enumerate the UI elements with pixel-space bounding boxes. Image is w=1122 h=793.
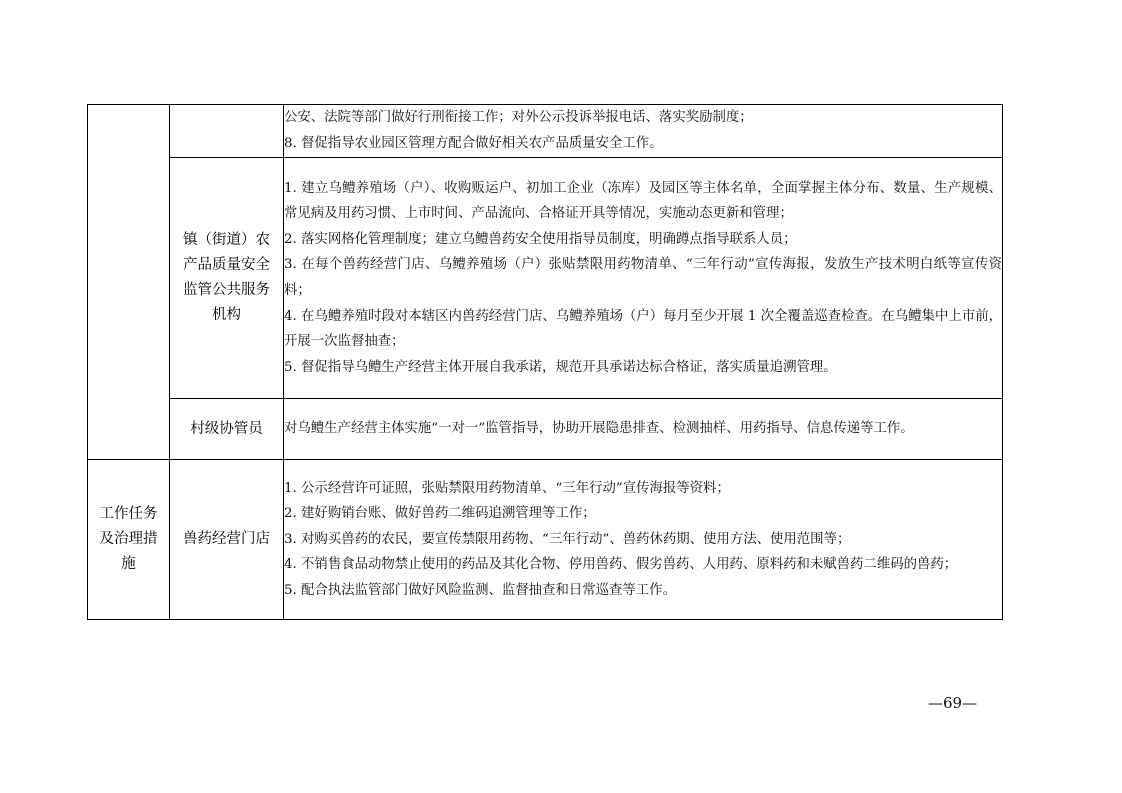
content-cell: [284, 399, 1003, 460]
subcategory-cell: 村级协管员: [170, 399, 284, 460]
subcategory-cell: 镇（街道）农产品质量安全监管公共服务机构: [170, 158, 284, 399]
regulation-table: [87, 104, 1003, 620]
table-row: [88, 460, 1003, 620]
list-item: 1. 建立乌鳢养殖场（户）、收购贩运户、初加工企业（冻库）及园区等主体名单，全面掌握主体分布、数量、生产规模、常见病及用药习惯、上市时间、产品流向、合格证开具等情况，实施动态更新和管理；: [284, 180, 1002, 222]
page-number: —69—: [928, 694, 978, 712]
table-row: [88, 105, 1003, 158]
list-item: 对乌鳢生产经营主体实施“一对一”监管指导，协助开展隐患排查、检测抽样、用药指导、信息传递等工作。: [284, 421, 914, 437]
list-item: 4. 不销售食品动物禁止使用的药品及其化合物、停用兽药、假劣兽药、人用药、原料药和未赋兽药二维码的兽药；: [284, 557, 958, 573]
content-cell: [284, 158, 1003, 399]
list-item: 2. 建好购销台账、做好兽药二维码追溯管理等工作；: [284, 506, 596, 522]
list-item: 5. 督促指导乌鳢生产经营主体开展自我承诺，规范开具承诺达标合格证，落实质量追溯管理。: [284, 359, 837, 375]
table-row: [88, 399, 1003, 460]
content-cell: [284, 105, 1003, 158]
subcategory-cell: 兽药经营门店: [170, 460, 284, 620]
category-cell-continued: [88, 105, 170, 460]
table-row: [88, 158, 1003, 399]
list-item: 8. 督促指导农业园区管理方配合做好相关农产品质量安全工作。: [284, 136, 663, 151]
list-item: 1. 公示经营许可证照，张贴禁限用药物清单、“三年行动”宣传海报等资料；: [284, 480, 730, 496]
list-item: 3. 对购买兽药的农民，要宣传禁限用药物、“三年行动”、兽药休药期、使用方法、使用范围等；: [284, 531, 851, 547]
list-item: 3. 在每个兽药经营门店、乌鳢养殖场（户）张贴禁限用药物清单、“三年行动”宣传海报，发放生产技术明白纸等宣传资料；: [284, 257, 1002, 298]
list-item: 4. 在乌鳢养殖时段对本辖区内兽药经营门店、乌鳢养殖场（户）每月至少开展 1 次全覆盖巡查检查。在乌鳢集中上市前，开展一次监督抽查；: [284, 308, 1002, 350]
list-item: 2. 落实网格化管理制度；建立乌鳢兽药安全使用指导员制度，明确蹲点指导联系人员；: [284, 231, 797, 247]
list-item: 公安、法院等部门做好行刑衔接工作；对外公示投诉举报电话、落实奖励制度；: [284, 110, 753, 126]
content-cell: [284, 460, 1003, 620]
subcategory-cell-continued: [170, 105, 284, 158]
list-item: 5. 配合执法监管部门做好风险监测、监督抽查和日常巡查等工作。: [284, 582, 676, 598]
category-cell: 工作任务及治理措施: [88, 460, 170, 620]
